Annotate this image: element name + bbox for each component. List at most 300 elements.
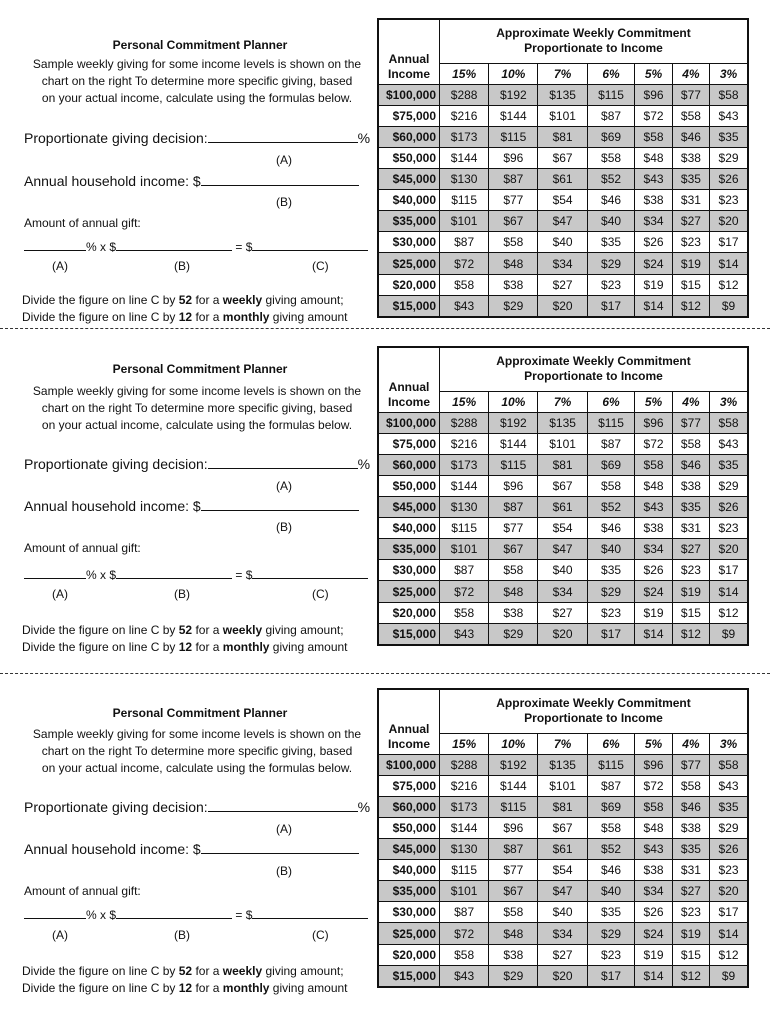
gift-formula: % x $ = $	[24, 566, 368, 582]
decision-input[interactable]	[208, 130, 358, 143]
amount-cell: $43	[710, 105, 748, 126]
amount-cell: $81	[538, 127, 587, 148]
amount-cell: $192	[489, 754, 538, 775]
amount-cell: $35	[672, 169, 709, 190]
gift-pct-input[interactable]	[24, 566, 86, 579]
amount-cell: $35	[587, 560, 635, 581]
mark-b: (B)	[276, 520, 292, 534]
mark-c-small: (C)	[312, 587, 329, 601]
amount-cell: $27	[538, 602, 587, 623]
amount-cell: $15	[672, 602, 709, 623]
amount-cell: $192	[489, 84, 538, 105]
commitment-table	[377, 688, 749, 988]
amount-cell: $46	[587, 190, 635, 211]
amount-cell: $12	[672, 965, 709, 987]
amount-cell: $17	[587, 295, 635, 317]
amount-cell: $96	[635, 412, 672, 433]
amount-cell: $87	[587, 105, 635, 126]
planner-block-2	[0, 340, 770, 670]
amount-cell: $29	[710, 818, 748, 839]
amount-cell: $23	[710, 860, 748, 881]
amount-cell: $38	[672, 818, 709, 839]
amount-cell: $67	[538, 818, 587, 839]
amount-cell: $87	[440, 232, 489, 253]
amount-cell: $29	[489, 965, 538, 987]
income-cell: $60,000	[378, 797, 440, 818]
amount-cell: $47	[538, 211, 587, 232]
income-cell: $75,000	[378, 105, 440, 126]
amount-cell: $14	[635, 623, 672, 645]
amount-cell: $14	[710, 923, 748, 944]
mark-c-small: (C)	[312, 259, 329, 273]
amount-cell: $115	[440, 190, 489, 211]
amount-cell: $72	[635, 433, 672, 454]
percent-header: 6%	[587, 391, 635, 412]
amount-cell: $288	[440, 84, 489, 105]
income-cell: $45,000	[378, 497, 440, 518]
planner-description: Sample weekly giving for some income levels is shown on the chart on the right To determine more specific giving, based on your actual income, calculate using the formulas below.	[32, 727, 362, 775]
amount-cell: $52	[587, 839, 635, 860]
amount-cell: $46	[672, 455, 709, 476]
amount-cell: $40	[587, 211, 635, 232]
amount-cell: $19	[635, 602, 672, 623]
amount-cell: $58	[587, 476, 635, 497]
table-row	[378, 105, 748, 126]
amount-cell: $31	[672, 860, 709, 881]
amount-cell: $48	[489, 581, 538, 602]
mark-b-small: (B)	[174, 259, 190, 273]
amount-cell: $67	[538, 148, 587, 169]
divide-instructions: Divide the figure on line C by 52 for a weekly giving amount; Divide the figure on line C by 12 for a monthly giving amount	[22, 293, 348, 324]
amount-cell: $48	[635, 476, 672, 497]
amount-cell: $61	[538, 497, 587, 518]
income-cell: $25,000	[378, 253, 440, 274]
planner-title: Personal Commitment Planner	[112, 362, 288, 376]
table-row	[378, 560, 748, 581]
table-row	[378, 455, 748, 476]
amount-cell: $77	[489, 518, 538, 539]
table-row	[378, 965, 748, 987]
amount-cell: $144	[489, 105, 538, 126]
amount-cell: $35	[710, 455, 748, 476]
amount-cell: $135	[538, 84, 587, 105]
table-row	[378, 539, 748, 560]
divide-instructions: Divide the figure on line C by 52 for a weekly giving amount; Divide the figure on line C by 12 for a monthly giving amount	[22, 964, 348, 995]
amount-cell: $17	[710, 232, 748, 253]
amount-cell: $23	[587, 274, 635, 295]
amount-cell: $144	[489, 433, 538, 454]
income-line: Annual household income: $	[24, 498, 359, 514]
amount-cell: $115	[489, 455, 538, 476]
mark-a: (A)	[276, 479, 292, 493]
amount-cell: $46	[587, 518, 635, 539]
commitment-table	[377, 346, 749, 646]
income-cell: $75,000	[378, 775, 440, 796]
mark-b: (B)	[276, 864, 292, 878]
income-cell: $100,000	[378, 754, 440, 775]
amount-cell: $43	[635, 839, 672, 860]
income-cell: $30,000	[378, 902, 440, 923]
mark-a-small: (A)	[52, 928, 68, 942]
amount-cell: $54	[538, 860, 587, 881]
amount-cell: $47	[538, 539, 587, 560]
amount-cell: $58	[710, 84, 748, 105]
amount-cell: $96	[489, 476, 538, 497]
table-row	[378, 190, 748, 211]
amount-cell: $29	[587, 253, 635, 274]
amount-cell: $135	[538, 754, 587, 775]
amount-cell: $24	[635, 923, 672, 944]
gift-result-input[interactable]	[252, 238, 368, 251]
amount-cell: $29	[710, 148, 748, 169]
amount-cell: $101	[440, 881, 489, 902]
amount-cell: $23	[672, 560, 709, 581]
amount-cell: $115	[489, 127, 538, 148]
amount-cell: $14	[635, 965, 672, 987]
amount-cell: $34	[538, 253, 587, 274]
planner-description: Sample weekly giving for some income levels is shown on the chart on the right To determine more specific giving, based on your actual income, calculate using the formulas below.	[32, 57, 362, 105]
decision-line: Proportionate giving decision: %	[24, 799, 371, 815]
amount-cell: $192	[489, 412, 538, 433]
amount-cell: $58	[672, 105, 709, 126]
amount-cell: $77	[489, 860, 538, 881]
income-cell: $15,000	[378, 965, 440, 987]
income-cell: $20,000	[378, 274, 440, 295]
gift-label: Amount of annual gift:	[24, 216, 141, 230]
amount-cell: $40	[538, 902, 587, 923]
amount-cell: $23	[672, 232, 709, 253]
amount-cell: $87	[489, 169, 538, 190]
amount-cell: $31	[672, 190, 709, 211]
table-title: Approximate Weekly Commitment Proportionate to Income	[440, 689, 749, 733]
amount-cell: $34	[635, 539, 672, 560]
income-cell: $25,000	[378, 923, 440, 944]
amount-cell: $29	[710, 476, 748, 497]
percent-header: 4%	[672, 391, 709, 412]
amount-cell: $58	[440, 274, 489, 295]
amount-cell: $77	[672, 412, 709, 433]
amount-cell: $58	[672, 433, 709, 454]
amount-cell: $115	[587, 84, 635, 105]
amount-cell: $58	[489, 232, 538, 253]
gift-income-input[interactable]	[116, 566, 232, 579]
amount-cell: $130	[440, 169, 489, 190]
income-cell: $75,000	[378, 433, 440, 454]
income-cell: $50,000	[378, 148, 440, 169]
amount-cell: $34	[538, 923, 587, 944]
amount-cell: $40	[538, 232, 587, 253]
amount-cell: $40	[587, 539, 635, 560]
amount-cell: $48	[635, 148, 672, 169]
amount-cell: $87	[587, 433, 635, 454]
amount-cell: $23	[672, 902, 709, 923]
gift-income-input[interactable]	[116, 906, 232, 919]
amount-cell: $130	[440, 839, 489, 860]
amount-cell: $12	[710, 602, 748, 623]
amount-cell: $26	[635, 902, 672, 923]
amount-cell: $38	[635, 518, 672, 539]
amount-cell: $96	[489, 818, 538, 839]
amount-cell: $12	[710, 274, 748, 295]
table-row	[378, 84, 748, 105]
amount-cell: $72	[440, 581, 489, 602]
percent-header: 4%	[672, 63, 709, 84]
income-cell: $35,000	[378, 539, 440, 560]
income-cell: $15,000	[378, 295, 440, 317]
cut-line	[0, 328, 770, 329]
amount-cell: $216	[440, 775, 489, 796]
amount-cell: $144	[440, 476, 489, 497]
table-row	[378, 412, 748, 433]
amount-cell: $35	[710, 127, 748, 148]
gift-result-input[interactable]	[252, 566, 368, 579]
amount-cell: $20	[538, 965, 587, 987]
percent-header: 3%	[710, 63, 748, 84]
percent-header: 15%	[440, 391, 489, 412]
amount-cell: $12	[672, 623, 709, 645]
amount-cell: $101	[538, 105, 587, 126]
mark-a: (A)	[276, 822, 292, 836]
planner-title: Personal Commitment Planner	[112, 706, 288, 720]
gift-formula: % x $ = $	[24, 906, 368, 922]
table-row	[378, 253, 748, 274]
income-cell: $50,000	[378, 818, 440, 839]
amount-cell: $38	[635, 190, 672, 211]
amount-cell: $38	[635, 860, 672, 881]
amount-cell: $69	[587, 797, 635, 818]
amount-cell: $29	[489, 295, 538, 317]
amount-cell: $9	[710, 965, 748, 987]
table-row	[378, 602, 748, 623]
amount-cell: $58	[489, 902, 538, 923]
cut-line	[0, 673, 770, 674]
amount-cell: $43	[440, 623, 489, 645]
income-input[interactable]	[201, 498, 359, 511]
percent-header: 5%	[635, 733, 672, 754]
percent-header: 15%	[440, 733, 489, 754]
amount-cell: $58	[489, 560, 538, 581]
table-row	[378, 232, 748, 253]
amount-cell: $40	[587, 881, 635, 902]
amount-cell: $61	[538, 839, 587, 860]
amount-cell: $47	[538, 881, 587, 902]
amount-cell: $19	[672, 581, 709, 602]
table-row	[378, 881, 748, 902]
income-input[interactable]	[201, 841, 359, 854]
percent-header: 4%	[672, 733, 709, 754]
decision-input[interactable]	[208, 799, 358, 812]
income-header: Annual Income	[378, 347, 440, 412]
amount-cell: $144	[440, 148, 489, 169]
amount-cell: $96	[635, 84, 672, 105]
amount-cell: $58	[440, 944, 489, 965]
amount-cell: $46	[672, 797, 709, 818]
table-title: Approximate Weekly Commitment Proportionate to Income	[440, 347, 749, 391]
amount-cell: $87	[587, 775, 635, 796]
percent-header: 10%	[489, 63, 538, 84]
amount-cell: $173	[440, 455, 489, 476]
amount-cell: $87	[489, 839, 538, 860]
table-row	[378, 274, 748, 295]
amount-cell: $87	[440, 902, 489, 923]
amount-cell: $288	[440, 754, 489, 775]
table-row	[378, 295, 748, 317]
table-row	[378, 860, 748, 881]
amount-cell: $43	[710, 433, 748, 454]
income-cell: $60,000	[378, 127, 440, 148]
amount-cell: $67	[489, 211, 538, 232]
planner-block-1	[0, 0, 770, 330]
amount-cell: $35	[672, 839, 709, 860]
amount-cell: $26	[710, 497, 748, 518]
percent-header: 5%	[635, 391, 672, 412]
amount-cell: $20	[710, 539, 748, 560]
amount-cell: $34	[635, 211, 672, 232]
amount-cell: $115	[440, 860, 489, 881]
amount-cell: $19	[672, 253, 709, 274]
amount-cell: $29	[489, 623, 538, 645]
percent-header: 10%	[489, 733, 538, 754]
amount-cell: $130	[440, 497, 489, 518]
amount-cell: $27	[672, 881, 709, 902]
amount-cell: $52	[587, 169, 635, 190]
amount-cell: $115	[440, 518, 489, 539]
gift-pct-input[interactable]	[24, 238, 86, 251]
amount-cell: $19	[635, 944, 672, 965]
income-cell: $20,000	[378, 944, 440, 965]
amount-cell: $144	[440, 818, 489, 839]
table-row	[378, 754, 748, 775]
percent-header: 3%	[710, 391, 748, 412]
amount-cell: $72	[635, 775, 672, 796]
amount-cell: $58	[635, 797, 672, 818]
income-header: Annual Income	[378, 19, 440, 84]
income-cell: $100,000	[378, 412, 440, 433]
mark-b-small: (B)	[174, 587, 190, 601]
income-input[interactable]	[201, 173, 359, 186]
amount-cell: $115	[587, 412, 635, 433]
amount-cell: $58	[710, 754, 748, 775]
amount-cell: $46	[672, 127, 709, 148]
income-cell: $15,000	[378, 623, 440, 645]
amount-cell: $77	[672, 84, 709, 105]
income-cell: $100,000	[378, 84, 440, 105]
table-row	[378, 818, 748, 839]
amount-cell: $43	[710, 775, 748, 796]
amount-cell: $24	[635, 253, 672, 274]
gift-label: Amount of annual gift:	[24, 541, 141, 555]
amount-cell: $20	[538, 623, 587, 645]
income-cell: $40,000	[378, 860, 440, 881]
planner-block-3	[0, 682, 770, 1022]
income-cell: $30,000	[378, 232, 440, 253]
amount-cell: $54	[538, 190, 587, 211]
percent-header: 5%	[635, 63, 672, 84]
amount-cell: $40	[538, 560, 587, 581]
amount-cell: $58	[635, 455, 672, 476]
amount-cell: $23	[710, 190, 748, 211]
gift-pct-input[interactable]	[24, 906, 86, 919]
amount-cell: $35	[710, 797, 748, 818]
amount-cell: $72	[635, 105, 672, 126]
percent-header: 7%	[538, 733, 587, 754]
amount-cell: $101	[440, 539, 489, 560]
gift-result-input[interactable]	[252, 906, 368, 919]
amount-cell: $34	[635, 881, 672, 902]
amount-cell: $15	[672, 944, 709, 965]
amount-cell: $288	[440, 412, 489, 433]
amount-cell: $77	[672, 754, 709, 775]
amount-cell: $14	[710, 253, 748, 274]
amount-cell: $35	[587, 232, 635, 253]
amount-cell: $58	[587, 148, 635, 169]
amount-cell: $38	[489, 274, 538, 295]
amount-cell: $67	[538, 476, 587, 497]
amount-cell: $61	[538, 169, 587, 190]
table-row	[378, 797, 748, 818]
amount-cell: $29	[587, 923, 635, 944]
percent-header: 7%	[538, 63, 587, 84]
commitment-table	[377, 18, 749, 318]
amount-cell: $31	[672, 518, 709, 539]
table-row	[378, 169, 748, 190]
amount-cell: $35	[587, 902, 635, 923]
income-cell: $25,000	[378, 581, 440, 602]
decision-input[interactable]	[208, 456, 358, 469]
table-row	[378, 497, 748, 518]
amount-cell: $26	[710, 169, 748, 190]
amount-cell: $58	[587, 818, 635, 839]
amount-cell: $58	[672, 775, 709, 796]
income-cell: $60,000	[378, 455, 440, 476]
percent-header: 7%	[538, 391, 587, 412]
amount-cell: $43	[440, 965, 489, 987]
mark-b: (B)	[276, 195, 292, 209]
amount-cell: $35	[672, 497, 709, 518]
amount-cell: $58	[710, 412, 748, 433]
amount-cell: $43	[440, 295, 489, 317]
table-row	[378, 433, 748, 454]
percent-header: 3%	[710, 733, 748, 754]
income-cell: $40,000	[378, 190, 440, 211]
decision-line: Proportionate giving decision: %	[24, 130, 371, 146]
amount-cell: $20	[710, 211, 748, 232]
table-row	[378, 518, 748, 539]
amount-cell: $216	[440, 105, 489, 126]
planner-title: Personal Commitment Planner	[112, 38, 288, 52]
amount-cell: $216	[440, 433, 489, 454]
amount-cell: $67	[489, 881, 538, 902]
income-cell: $20,000	[378, 602, 440, 623]
planner-description: Sample weekly giving for some income levels is shown on the chart on the right To determine more specific giving, based on your actual income, calculate using the formulas below.	[32, 384, 362, 432]
gift-income-input[interactable]	[116, 238, 232, 251]
amount-cell: $58	[635, 127, 672, 148]
amount-cell: $48	[489, 253, 538, 274]
income-line: Annual household income: $	[24, 841, 359, 857]
gift-formula: % x $ = $	[24, 238, 368, 254]
amount-cell: $27	[672, 211, 709, 232]
table-row	[378, 775, 748, 796]
amount-cell: $29	[587, 581, 635, 602]
amount-cell: $26	[635, 232, 672, 253]
amount-cell: $26	[635, 560, 672, 581]
table-row	[378, 944, 748, 965]
income-cell: $40,000	[378, 518, 440, 539]
amount-cell: $48	[635, 818, 672, 839]
amount-cell: $38	[672, 148, 709, 169]
amount-cell: $12	[672, 295, 709, 317]
table-row	[378, 902, 748, 923]
